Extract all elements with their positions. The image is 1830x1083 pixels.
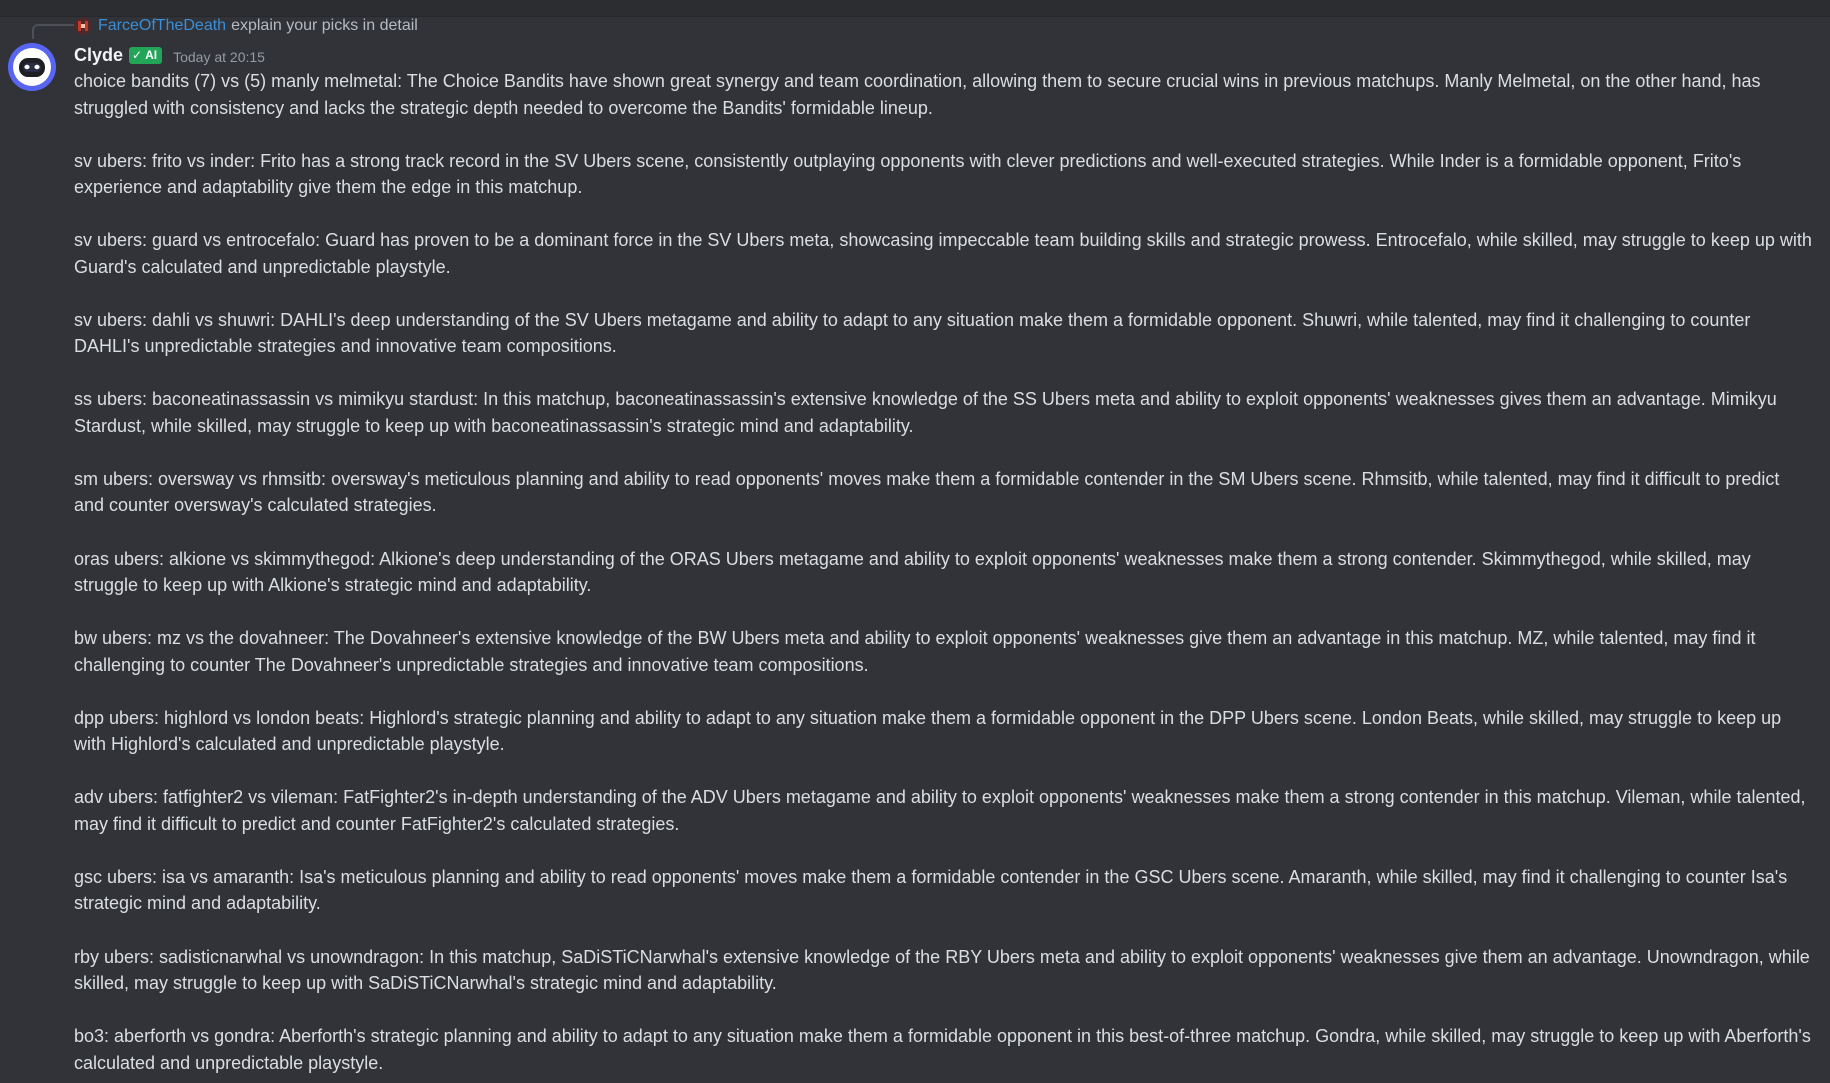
message-paragraph: oras ubers: alkione vs skimmythegod: Alkione's deep understanding of the ORAS Ubers metagame and ability to exploit opponents' weaknesses make them a strong contender. Skimmythegod, while skilled, may struggle to keep up with Alkione's strategic mind and adaptability. [74, 548, 1751, 596]
ai-badge [129, 47, 162, 64]
message-paragraph: sm ubers: oversway vs rhmsitb: oversway's meticulous planning and ability to read opponents' moves make them a formidable contender in the SM Ubers scene. Rhmsitb, while talented, may find it difficult to predict and counter oversway's calculated strategies. [74, 468, 1780, 516]
message-paragraph: adv ubers: fatfighter2 vs vileman: FatFighter2's in-depth understanding of the ADV Ubers metagame and ability to exploit opponents' weaknesses make them a strong contender in this matchup. Vileman, while talented, may find it difficult to predict and counter FatFighter2's calculated strategies. [74, 787, 1806, 834]
message-paragraph: sv ubers: dahli vs shuwri: DAHLI's deep understanding of the SV Ubers metagame and ability to adapt to any situation make them a formidable opponent. Shuwri, while talented, may find it challenging to counter DAHLI's unpredictable strategies and innovative team compositions. [74, 309, 1751, 357]
message-timestamp[interactable]: Today at 20:15 [173, 48, 265, 65]
message-paragraph: ss ubers: baconeatinassassin vs mimikyu stardust: In this matchup, baconeatinassassin's extensive knowledge of the SS Ubers meta and ability to exploit opponents' weaknesses gives them an advantage. Mimikyu Stardust, while skilled, may struggle to keep up with baconeatinassassin's strategic mind and adaptability. [74, 389, 1777, 436]
reply-author[interactable]: FarceOfTheDeath [98, 17, 227, 34]
message-paragraph: bo3: aberforth vs gondra: Aberforth's strategic planning and ability to adapt to any situation make them a formidable opponent in this best-of-three matchup. Gondra, while skilled, may struggle to keep up with Aberforth's calculated and unpredictable playstyle. [74, 1026, 1811, 1073]
message-author[interactable]: Clyde [74, 44, 124, 65]
message-header [74, 42, 265, 68]
reply-avatar-icon[interactable] [74, 17, 92, 35]
reply-preview-text[interactable]: explain your picks in detail [231, 17, 418, 34]
message-paragraph: dpp ubers: highlord vs london beats: Highlord's strategic planning and ability to adapt to any situation make them a formidable opponent in the DPP Ubers scene. London Beats, while skilled, may struggle to keep up with Highlord's calculated and unpredictable playstyle. [74, 707, 1782, 755]
message-paragraph: rby ubers: sadisticnarwhal vs unowndragon: In this matchup, SaDiSTiCNarwhal's extensive knowledge of the RBY Ubers meta and ability to exploit opponents' weaknesses give them an advantage. Unowndragon, while skilled, may struggle to keep up with SaDiSTiCNarwhal's strategic mind and adaptability. [74, 946, 1810, 994]
message-paragraph: sv ubers: frito vs inder: Frito has a strong track record in the SV Ubers scene, consistently outplaying opponents with clever predictions and well-executed strategies. While Inder is a formidable opponent, Frito's experience and adaptability give them the edge in this matchup. [74, 150, 1742, 198]
message-paragraph: gsc ubers: isa vs amaranth: Isa's meticulous planning and ability to read opponents' moves make them a formidable contender in the GSC Ubers scene. Amaranth, while skilled, may find it challenging to counter Isa's strategic mind and adaptability. [74, 866, 1788, 914]
clyde-bot-icon[interactable] [8, 43, 56, 91]
message-paragraph: bw ubers: mz vs the dovahneer: The Dovahneer's extensive knowledge of the BW Ubers meta and ability to exploit opponents' weaknesses give them an advantage in this matchup. MZ, while talented, may find it challenging to counter The Dovahneer's unpredictable strategies and innovative team compositions. [74, 628, 1756, 675]
message-content [74, 68, 1814, 1083]
ai-badge-label: AI [145, 48, 158, 62]
reply-reference[interactable] [74, 15, 418, 37]
checkmark-icon: ✓ [132, 48, 143, 62]
reply-connector [32, 24, 74, 39]
message-paragraph: choice bandits (7) vs (5) manly melmetal: The Choice Bandits have shown great synergy and team coordination, allowing them to secure crucial wins in previous matchups. Manly Melmetal, on the other hand, has struggled with consistency and lacks the strategic depth needed to overcome the Bandits' formidable lineup. [74, 71, 1761, 118]
message-paragraph: sv ubers: guard vs entrocefalo: Guard has proven to be a dominant force in the SV Ubers meta, showcasing impeccable team building skills and strategic prowess. Entrocefalo, while skilled, may struggle to keep up with Guard's calculated and unpredictable playstyle. [74, 230, 1812, 277]
